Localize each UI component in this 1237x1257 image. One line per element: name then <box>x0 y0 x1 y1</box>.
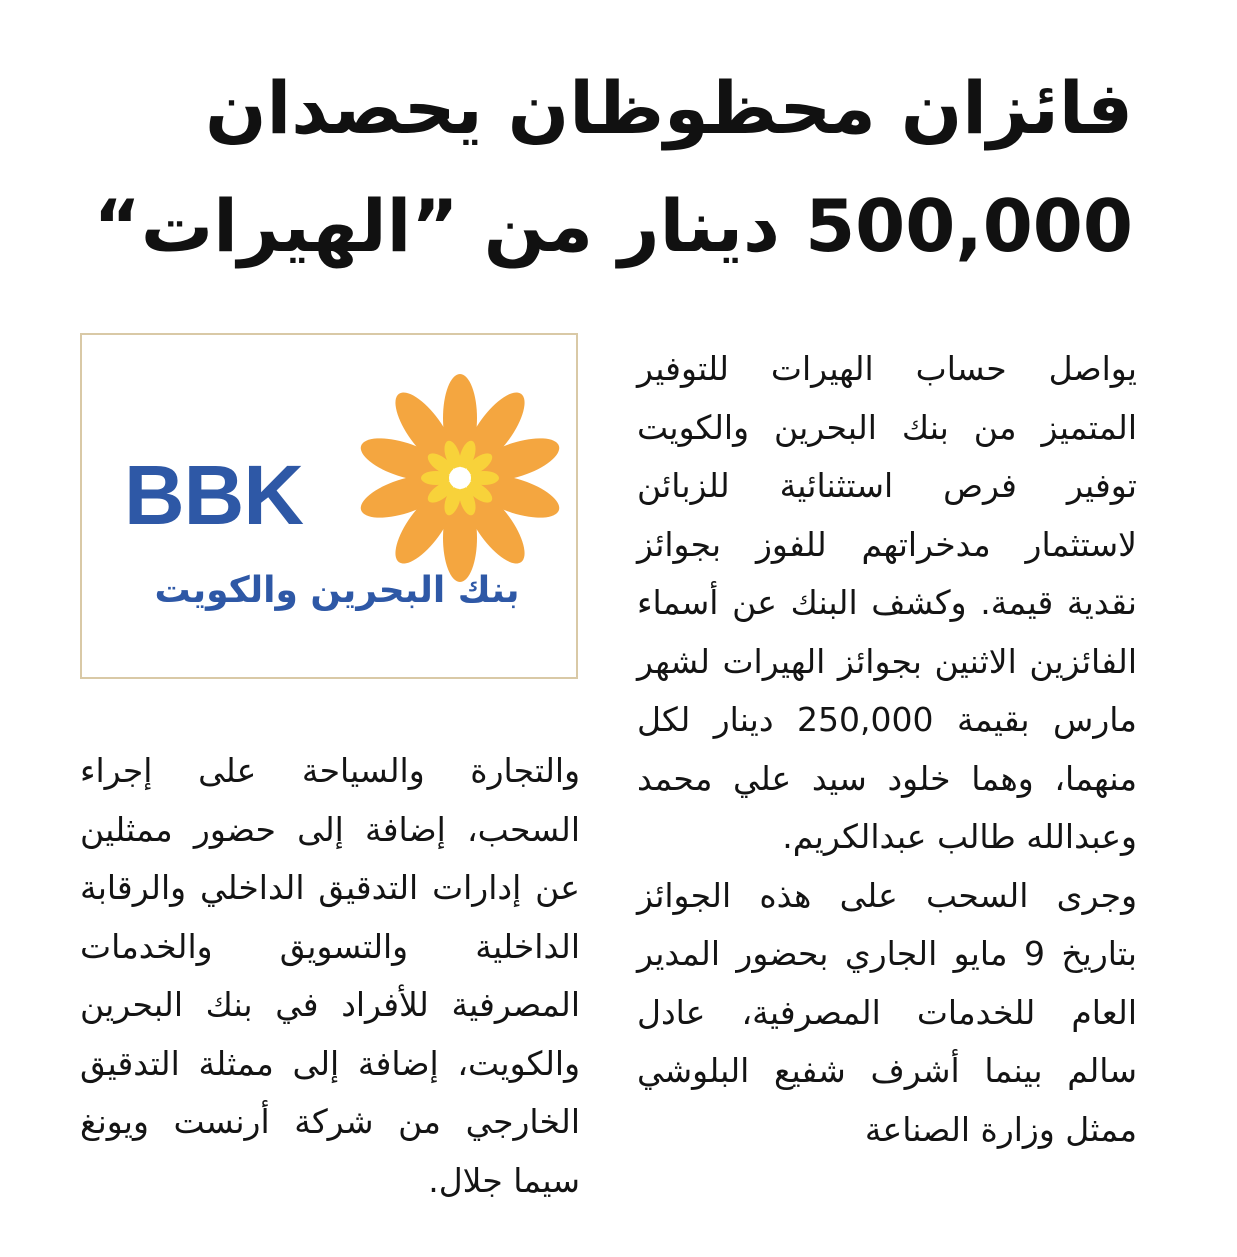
bbk-arabic-name: بنك البحرين والكويت <box>154 570 520 611</box>
article-column-right <box>637 340 1137 1159</box>
article-paragraph-1: يواصل حساب الهيرات للتوفير المتميز من بنك البحرين والكويت توفير فرص استثنائية للزبائن لاستثمار مدخراتهم للفوز بجوائز نقدية قيمة. وكشف البنك عن أسماء الفائزين الاثنين بجوائز الهيرات لشهر مارس بقيمة 250,000 دينار لكل منهما، وهما خلود سيد علي محمد وعبدالله طالب عبدالكريم. <box>637 349 1137 856</box>
bbk-brand-text: BBK <box>124 448 303 542</box>
headline-line-2: 500,000 دينار من ”الهيرات“ <box>93 184 1133 268</box>
bbk-logo-panel <box>80 333 578 679</box>
article-paragraph-2: وجرى السحب على هذه الجوائز بتاريخ 9 مايو الجاري بحضور المدير العام للخدمات المصرفية، عادل سالم بينما أشرف شفيع البلوشي ممثل وزارة الصناعة <box>637 875 1137 1149</box>
article-column-left <box>80 742 580 1210</box>
article-paragraph-3: والتجارة والسياحة على إجراء السحب، إضافة إلى حضور ممثلين عن إدارات التدقيق الداخلي والرقابة الداخلية والتسويق والخدمات المصرفية للأفراد في بنك البحرين والكويت، إضافة إلى ممثلة التدقيق الخارجي من شركة أرنست ويونغ سيما جلال. <box>80 751 580 1200</box>
headline-line-1: فائزان محظوظان يحصدان <box>205 66 1133 150</box>
